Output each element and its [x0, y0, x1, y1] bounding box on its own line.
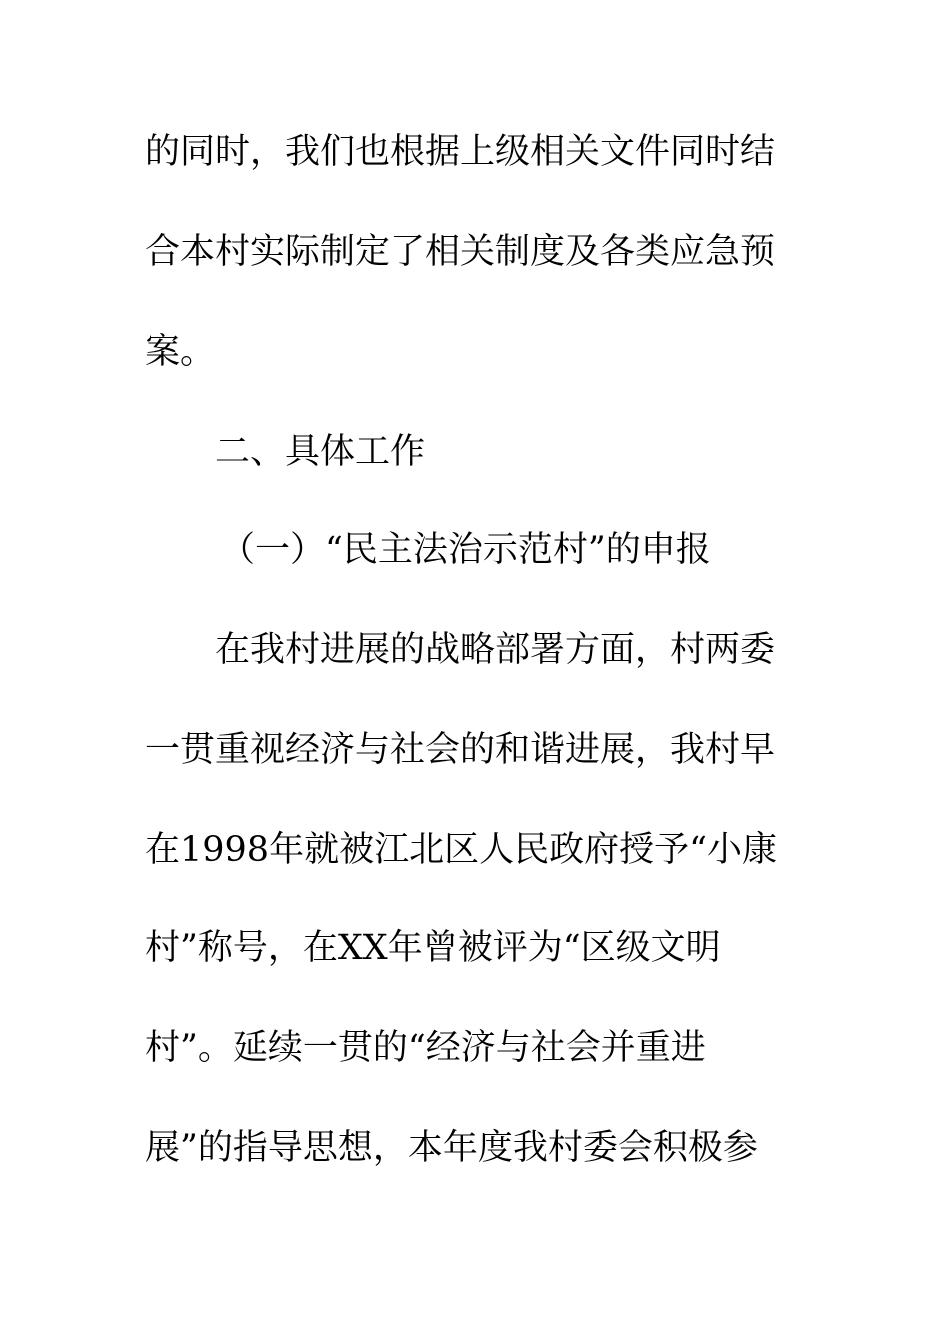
- paragraph-line-6: 在1998年就被江北区人民政府授予“小康: [145, 830, 777, 870]
- paragraph-line-9: 展”的指导思想，本年度我村委会积极参: [145, 1128, 758, 1168]
- paragraph-line-8: 村”。延续一贯的“经济与社会并重进: [145, 1028, 706, 1068]
- section-heading: 二、具体工作: [215, 432, 426, 472]
- paragraph-line-2: 合本村实际制定了相关制度及各类应急预: [145, 232, 776, 272]
- paragraph-line-3: 案。: [145, 332, 216, 372]
- subsection-heading: （一）“民主法治示范村”的申报: [220, 530, 711, 570]
- paragraph-line-1: 的同时，我们也根据上级相关文件同时结: [145, 132, 776, 172]
- paragraph-line-4: 在我村进展的战略部署方面，村两委: [215, 630, 776, 670]
- paragraph-line-5: 一贯重视经济与社会的和谐进展，我村早: [145, 730, 776, 770]
- paragraph-line-7: 村”称号，在XX年曾被评为“区级文明: [145, 928, 721, 968]
